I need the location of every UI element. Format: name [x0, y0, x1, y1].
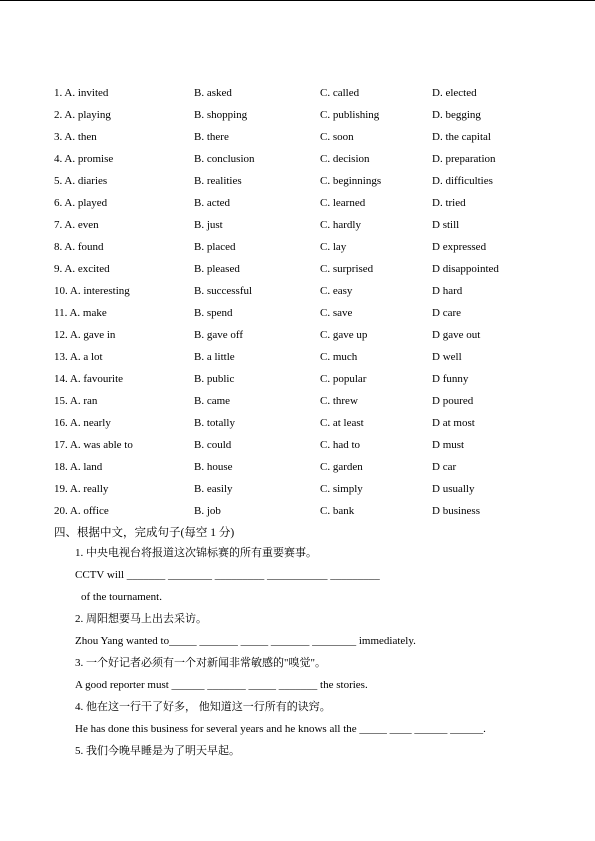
- option-d: D. elected: [432, 87, 477, 99]
- option-b: B. totally: [194, 417, 235, 429]
- option-d: D business: [432, 505, 480, 517]
- option-b: B. just: [194, 219, 223, 231]
- option-row: [54, 174, 554, 196]
- q1-english: CCTV will _______ ________ _________ ___________ _________: [75, 569, 380, 581]
- option-c: C. bank: [320, 505, 355, 517]
- option-row: [54, 350, 554, 372]
- option-row: [54, 482, 554, 504]
- option-d: D at most: [432, 417, 475, 429]
- option-a: 5. A. diaries: [54, 175, 108, 187]
- option-c: C. had to: [320, 439, 361, 451]
- option-a: 16. A. nearly: [54, 417, 111, 429]
- option-c: C. garden: [320, 461, 363, 473]
- option-a: 11. A. make: [54, 307, 107, 319]
- option-b: B. successful: [194, 285, 253, 297]
- option-a: 18. A. land: [54, 461, 103, 473]
- option-a: 2. A. playing: [54, 109, 111, 121]
- option-b: B. shopping: [194, 109, 248, 121]
- q3-chinese: 3. 一个好记者必须有一个对新闻非常敏感的"嗅觉"。: [75, 657, 326, 669]
- option-a: 15. A. ran: [54, 395, 98, 407]
- option-b: B. came: [194, 395, 231, 407]
- option-b: B. easily: [194, 483, 233, 495]
- option-a: 6. A. played: [54, 197, 108, 209]
- option-a: 14. A. favourite: [54, 373, 124, 385]
- option-c: C. at least: [320, 417, 364, 429]
- option-a: 10. A. interesting: [54, 285, 130, 297]
- option-row: [54, 130, 554, 152]
- option-a: 20. A. office: [54, 505, 109, 517]
- option-row: [54, 108, 554, 130]
- option-a: 4. A. promise: [54, 153, 114, 165]
- option-row: [54, 152, 554, 174]
- option-a: 13. A. a lot: [54, 351, 103, 363]
- option-d: D. begging: [432, 109, 481, 121]
- section-title: 四、根据中文，完成句子(每空 1 分): [54, 527, 235, 539]
- option-b: B. placed: [194, 241, 236, 253]
- option-d: D poured: [432, 395, 474, 407]
- option-c: C. lay: [320, 241, 347, 253]
- q2-english: Zhou Yang wanted to_____ _______ _____ _______ ________ immediately.: [75, 635, 416, 647]
- option-a: 19. A. really: [54, 483, 109, 495]
- option-row: [54, 196, 554, 218]
- option-row: [54, 328, 554, 350]
- option-c: C. decision: [320, 153, 370, 165]
- option-a: 12. A. gave in: [54, 329, 116, 341]
- q5-chinese: 5. 我们今晚早睡是为了明天早起。: [75, 745, 240, 757]
- option-d: D must: [432, 439, 465, 451]
- option-b: B. job: [194, 505, 221, 517]
- option-c: C. hardly: [320, 219, 361, 231]
- option-c: C. soon: [320, 131, 354, 143]
- option-row: [54, 504, 554, 526]
- option-row: [54, 372, 554, 394]
- option-row: [54, 218, 554, 240]
- translation-items: [75, 546, 545, 766]
- option-c: C. much: [320, 351, 358, 363]
- option-b: B. acted: [194, 197, 231, 209]
- option-d: D care: [432, 307, 462, 319]
- option-b: B. a little: [194, 351, 235, 363]
- option-b: B. public: [194, 373, 235, 385]
- option-d: D well: [432, 351, 462, 363]
- option-row: [54, 460, 554, 482]
- option-b: B. there: [194, 131, 229, 143]
- option-a: 7. A. even: [54, 219, 99, 231]
- option-c: C. publishing: [320, 109, 380, 121]
- option-d: D car: [432, 461, 457, 473]
- option-d: D still: [432, 219, 460, 231]
- option-d: D. the capital: [432, 131, 491, 143]
- option-row: [54, 394, 554, 416]
- option-a: 9. A. excited: [54, 263, 110, 275]
- option-row: [54, 306, 554, 328]
- option-row: [54, 438, 554, 460]
- option-d: D hard: [432, 285, 463, 297]
- option-row: [54, 240, 554, 262]
- option-d: D. difficulties: [432, 175, 493, 187]
- option-c: C. learned: [320, 197, 366, 209]
- option-row: [54, 284, 554, 306]
- option-row: [54, 86, 554, 108]
- q4-english: He has done this business for several years and he knows all the _____ ____ ______ ______.: [75, 723, 486, 735]
- option-d: D. tried: [432, 197, 466, 209]
- option-d: D funny: [432, 373, 469, 385]
- option-row: [54, 416, 554, 438]
- option-b: B. could: [194, 439, 232, 451]
- option-c: C. called: [320, 87, 360, 99]
- q1-english-continued: of the tournament.: [81, 591, 162, 603]
- option-d: D. preparation: [432, 153, 496, 165]
- option-row: [54, 262, 554, 284]
- option-d: D gave out: [432, 329, 481, 341]
- option-b: B. asked: [194, 87, 232, 99]
- option-c: C. save: [320, 307, 353, 319]
- option-b: B. pleased: [194, 263, 240, 275]
- option-b: B. spend: [194, 307, 233, 319]
- option-c: C. surprised: [320, 263, 374, 275]
- q4-chinese: 4. 他在这一行干了好多， 他知道这一行所有的诀窍。: [75, 701, 331, 713]
- option-b: B. gave off: [194, 329, 243, 341]
- q2-chinese: 2. 周阳想要马上出去采访。: [75, 613, 207, 625]
- q1-chinese: 1. 中央电视台将报道这次锦标赛的所有重要赛事。: [75, 547, 317, 559]
- option-d: D usually: [432, 483, 475, 495]
- option-c: C. easy: [320, 285, 353, 297]
- option-a: 8. A. found: [54, 241, 104, 253]
- option-a: 17. A. was able to: [54, 439, 133, 451]
- option-c: C. beginnings: [320, 175, 382, 187]
- option-b: B. realities: [194, 175, 242, 187]
- option-c: C. gave up: [320, 329, 368, 341]
- option-b: B. house: [194, 461, 233, 473]
- options-list: [54, 86, 554, 526]
- option-b: B. conclusion: [194, 153, 255, 165]
- option-c: C. simply: [320, 483, 363, 495]
- option-a: 1. A. invited: [54, 87, 109, 99]
- option-c: C. threw: [320, 395, 358, 407]
- page-top-rule: [0, 0, 595, 1]
- option-d: D expressed: [432, 241, 487, 253]
- option-c: C. popular: [320, 373, 367, 385]
- option-d: D disappointed: [432, 263, 499, 275]
- q3-english: A good reporter must ______ _______ _____ _______ the stories.: [75, 679, 368, 691]
- option-a: 3. A. then: [54, 131, 97, 143]
